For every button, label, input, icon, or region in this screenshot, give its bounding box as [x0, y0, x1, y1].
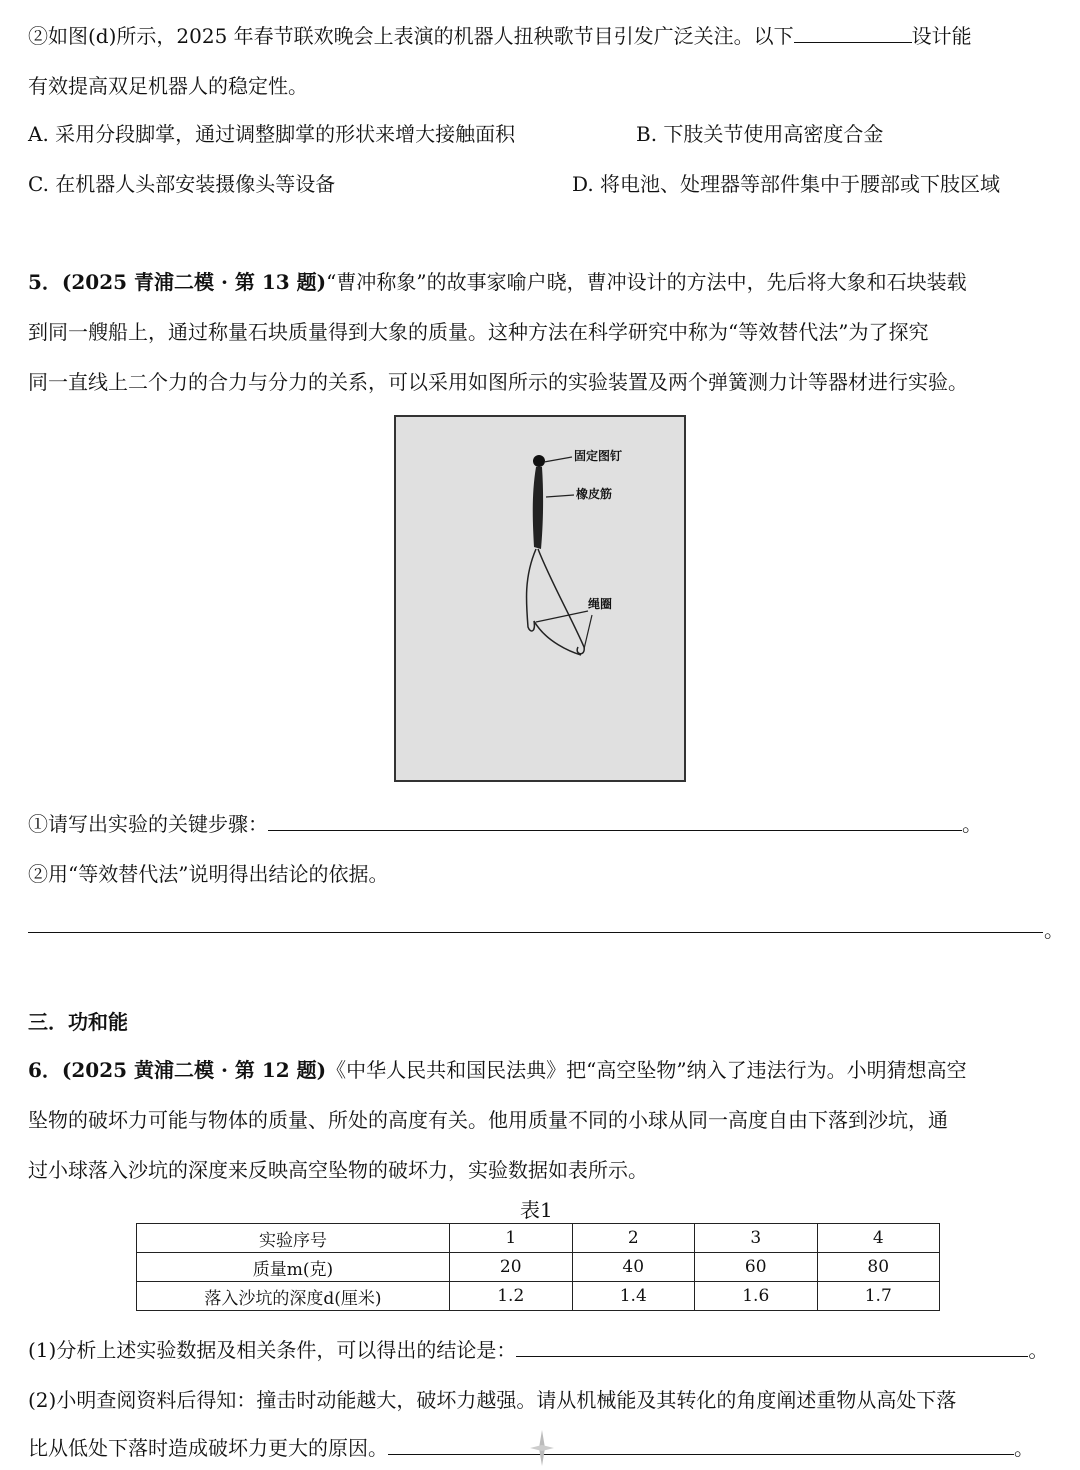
table-row: [137, 1224, 940, 1253]
pin-icon: [533, 455, 545, 467]
rubber-band-label: 橡皮筋: [576, 487, 613, 501]
q5-part1: [28, 810, 982, 838]
q5-part2: ②用“等效替代法”说明得出结论的依据。: [28, 862, 389, 886]
q5-source: 5．(2025 青浦二模 · 第 13 题): [28, 270, 327, 294]
rubber-band-shape: [533, 467, 543, 549]
table-row-header: 实验序号: [137, 1224, 450, 1253]
q5-line-2: 到同一艘船上，通过称量石块质量得到大象的质量。这种方法在科学研究中称为“等效替代法”为了探究: [28, 320, 929, 344]
q6-part2-line-1: (2)小明查阅资料后得知：撞击时动能越大，破坏力越强。请从机械能及其转化的角度阐述重物从高处下落: [28, 1388, 957, 1412]
experiment-figure: [394, 415, 686, 782]
rubber-band-leader-line: [546, 495, 574, 497]
pin-leader-line: [544, 457, 572, 462]
table-cell: 20: [450, 1253, 573, 1282]
q5-part1-answer-blank[interactable]: [268, 810, 962, 831]
string-loop-right: [538, 549, 584, 654]
q6-source: 6．(2025 黄浦二模 · 第 12 题): [28, 1058, 327, 1082]
table-cell: 1.2: [450, 1282, 573, 1311]
table-cell: 60: [695, 1253, 818, 1282]
string-loop-left: [526, 549, 581, 655]
table-row: [137, 1253, 940, 1282]
q6-part1: [28, 1336, 1048, 1364]
q6-line-2: 坠物的破坏力可能与物体的质量、所处的高度有关。他用质量不同的小球从同一高度自由下落到沙坑，通: [28, 1108, 948, 1132]
q5-part1-period: 。: [962, 812, 982, 836]
section-title: 三．功和能: [28, 1010, 128, 1034]
table-cell: 80: [817, 1253, 940, 1282]
q6-line-3: 过小球落入沙坑的深度来反映高空坠物的破坏力，实验数据如表所示。: [28, 1158, 648, 1182]
q6-part1-answer-blank[interactable]: [516, 1336, 1028, 1357]
table-cell: 3: [695, 1224, 818, 1253]
table-cell: 1.7: [817, 1282, 940, 1311]
q5-line-1: [28, 268, 967, 296]
table-cell: 2: [572, 1224, 695, 1253]
q6-part2-period: 。: [1014, 1436, 1034, 1460]
table-row-header: 落入沙坑的深度d(厘米): [137, 1282, 450, 1311]
q6-part2-text: 比从低处下落时造成破坏力更大的原因。: [28, 1436, 388, 1460]
experiment-diagram: [396, 417, 688, 784]
table-cell: 1.4: [572, 1282, 695, 1311]
q4-stem-text-a: ②如图(d)所示，2025 年春节联欢晚会上表演的机器人扭秧歌节目引发广泛关注。以下: [28, 24, 794, 48]
table-row-header: 质量m(克): [137, 1253, 450, 1282]
q6-part1-period: 。: [1028, 1338, 1049, 1362]
q4-stem-line-2: 有效提高双足机器人的稳定性。: [28, 74, 308, 98]
table-row: [137, 1282, 940, 1311]
table-cell: 1.6: [695, 1282, 818, 1311]
loop-leader-line-1: [536, 611, 588, 622]
q6-text-1: 《中华人民共和国民法典》把“高空坠物”纳入了违法行为。小明猜想高空: [326, 1058, 967, 1082]
q4-answer-blank[interactable]: [794, 22, 912, 43]
watermark-icon: [528, 1428, 556, 1468]
loop-label: 绳圈: [588, 597, 613, 611]
q4-option-d[interactable]: D. 将电池、处理器等部件集中于腰部或下肢区域: [572, 172, 1001, 196]
q5-line-3: 同一直线上二个力的合力与分力的关系，可以采用如图所示的实验装置及两个弹簧测力计等器材进行实验。: [28, 370, 968, 394]
q4-option-b[interactable]: B. 下肢关节使用高密度合金: [636, 122, 884, 146]
pin-label: 固定图钉: [574, 449, 623, 463]
q5-part2-answer-blank[interactable]: [28, 932, 1043, 933]
data-table: [136, 1223, 940, 1311]
loop-leader-line-2: [584, 615, 592, 649]
table-cell: 40: [572, 1253, 695, 1282]
q6-part2-answer-blank[interactable]: [388, 1434, 1014, 1455]
q5-part1-text: ①请写出实验的关键步骤：: [28, 812, 268, 836]
q6-line-1: [28, 1056, 967, 1084]
q4-stem-text-b: 设计能: [911, 24, 972, 48]
table-caption: 表1: [520, 1198, 553, 1222]
q5-part2-period: 。: [1044, 918, 1064, 942]
q6-part1-text: (1)分析上述实验数据及相关条件，可以得出的结论是：: [28, 1338, 517, 1362]
q4-option-c[interactable]: C. 在机器人头部安装摄像头等设备: [28, 172, 336, 196]
q4-option-a[interactable]: A. 采用分段脚掌，通过调整脚掌的形状来增大接触面积: [28, 122, 516, 146]
q4-stem-line-1: [28, 22, 972, 50]
table-cell: 1: [450, 1224, 573, 1253]
table-cell: 4: [817, 1224, 940, 1253]
q5-text-1: “曹冲称象”的故事家喻户晓，曹冲设计的方法中，先后将大象和石块装载: [326, 270, 967, 294]
